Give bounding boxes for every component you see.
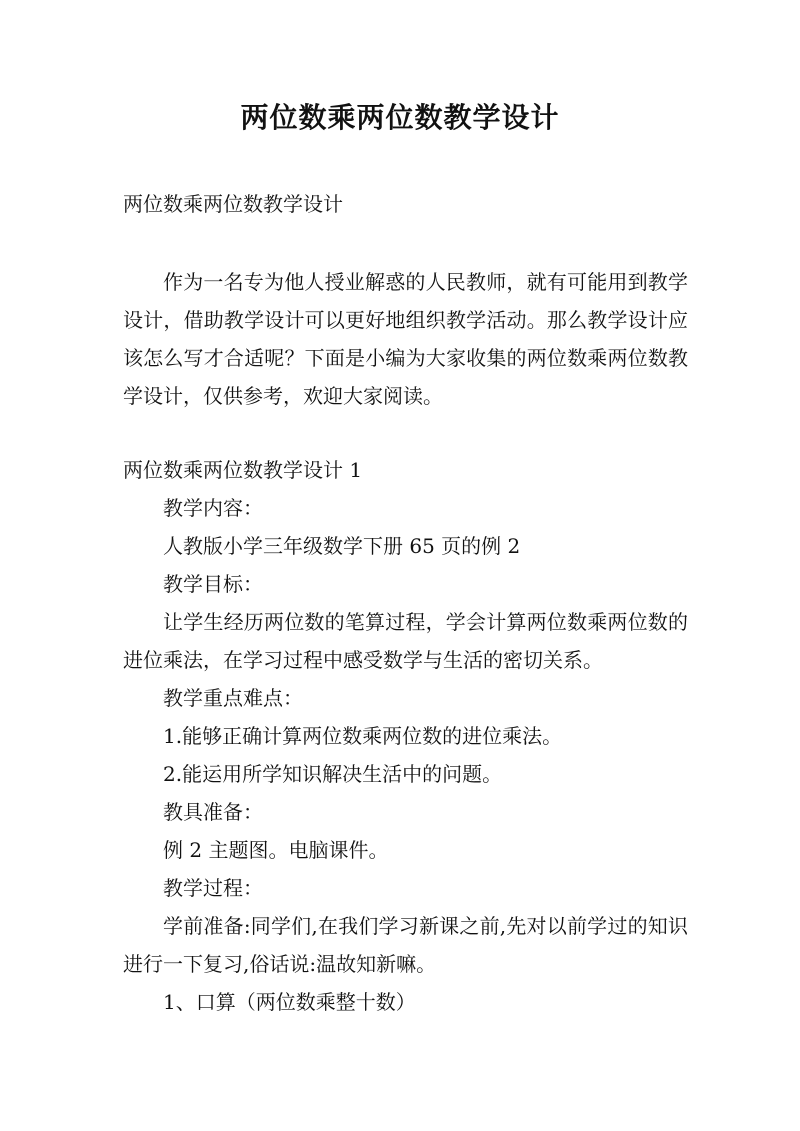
paragraph-teaching-goal-label: 教学目标： bbox=[163, 572, 263, 596]
document-body bbox=[123, 185, 688, 1021]
paragraph-pre-study: 学前准备:同学们,在我们学习新课之前,先对以前学过的知识进行一下复习,俗话说:温故知新嘛。 bbox=[123, 914, 688, 976]
intro-paragraph: 作为一名专为他人授业解惑的人民教师，就有可能用到教学设计，借助教学设计可以更好地组织教学活动。那么教学设计应该怎么写才合适呢？下面是小编为大家收集的两位数乘两位数教学设计，仅供参考，欢迎大家阅读。 bbox=[123, 270, 688, 408]
document-title: 两位数乘两位数教学设计 bbox=[240, 101, 560, 134]
paragraph-teaching-tools-label: 教具准备： bbox=[163, 800, 263, 824]
paragraph-key-point-2: 2.能运用所学知识解决生活中的问题。 bbox=[163, 762, 503, 786]
paragraph-teaching-goal: 让学生经历两位数的笔算过程，学会计算两位数乘两位数的进位乘法，在学习过程中感受数学与生活的密切关系。 bbox=[123, 610, 688, 672]
paragraph-oral-calculation: 1、口算（两位数乘整十数） bbox=[163, 990, 416, 1014]
paragraph-teaching-tools: 例 2 主题图。电脑课件。 bbox=[163, 838, 389, 862]
paragraph-teaching-content-label: 教学内容： bbox=[163, 496, 263, 520]
paragraph-key-point-1: 1.能够正确计算两位数乘两位数的进位乘法。 bbox=[163, 724, 563, 748]
paragraph-teaching-process-label: 教学过程： bbox=[163, 876, 263, 900]
paragraph-key-points-label: 教学重点难点： bbox=[163, 686, 303, 710]
section-heading: 两位数乘两位数教学设计 1 bbox=[123, 458, 363, 482]
document-subtitle: 两位数乘两位数教学设计 bbox=[123, 192, 343, 216]
paragraph-teaching-content: 人教版小学三年级数学下册 65 页的例 2 bbox=[163, 534, 521, 558]
